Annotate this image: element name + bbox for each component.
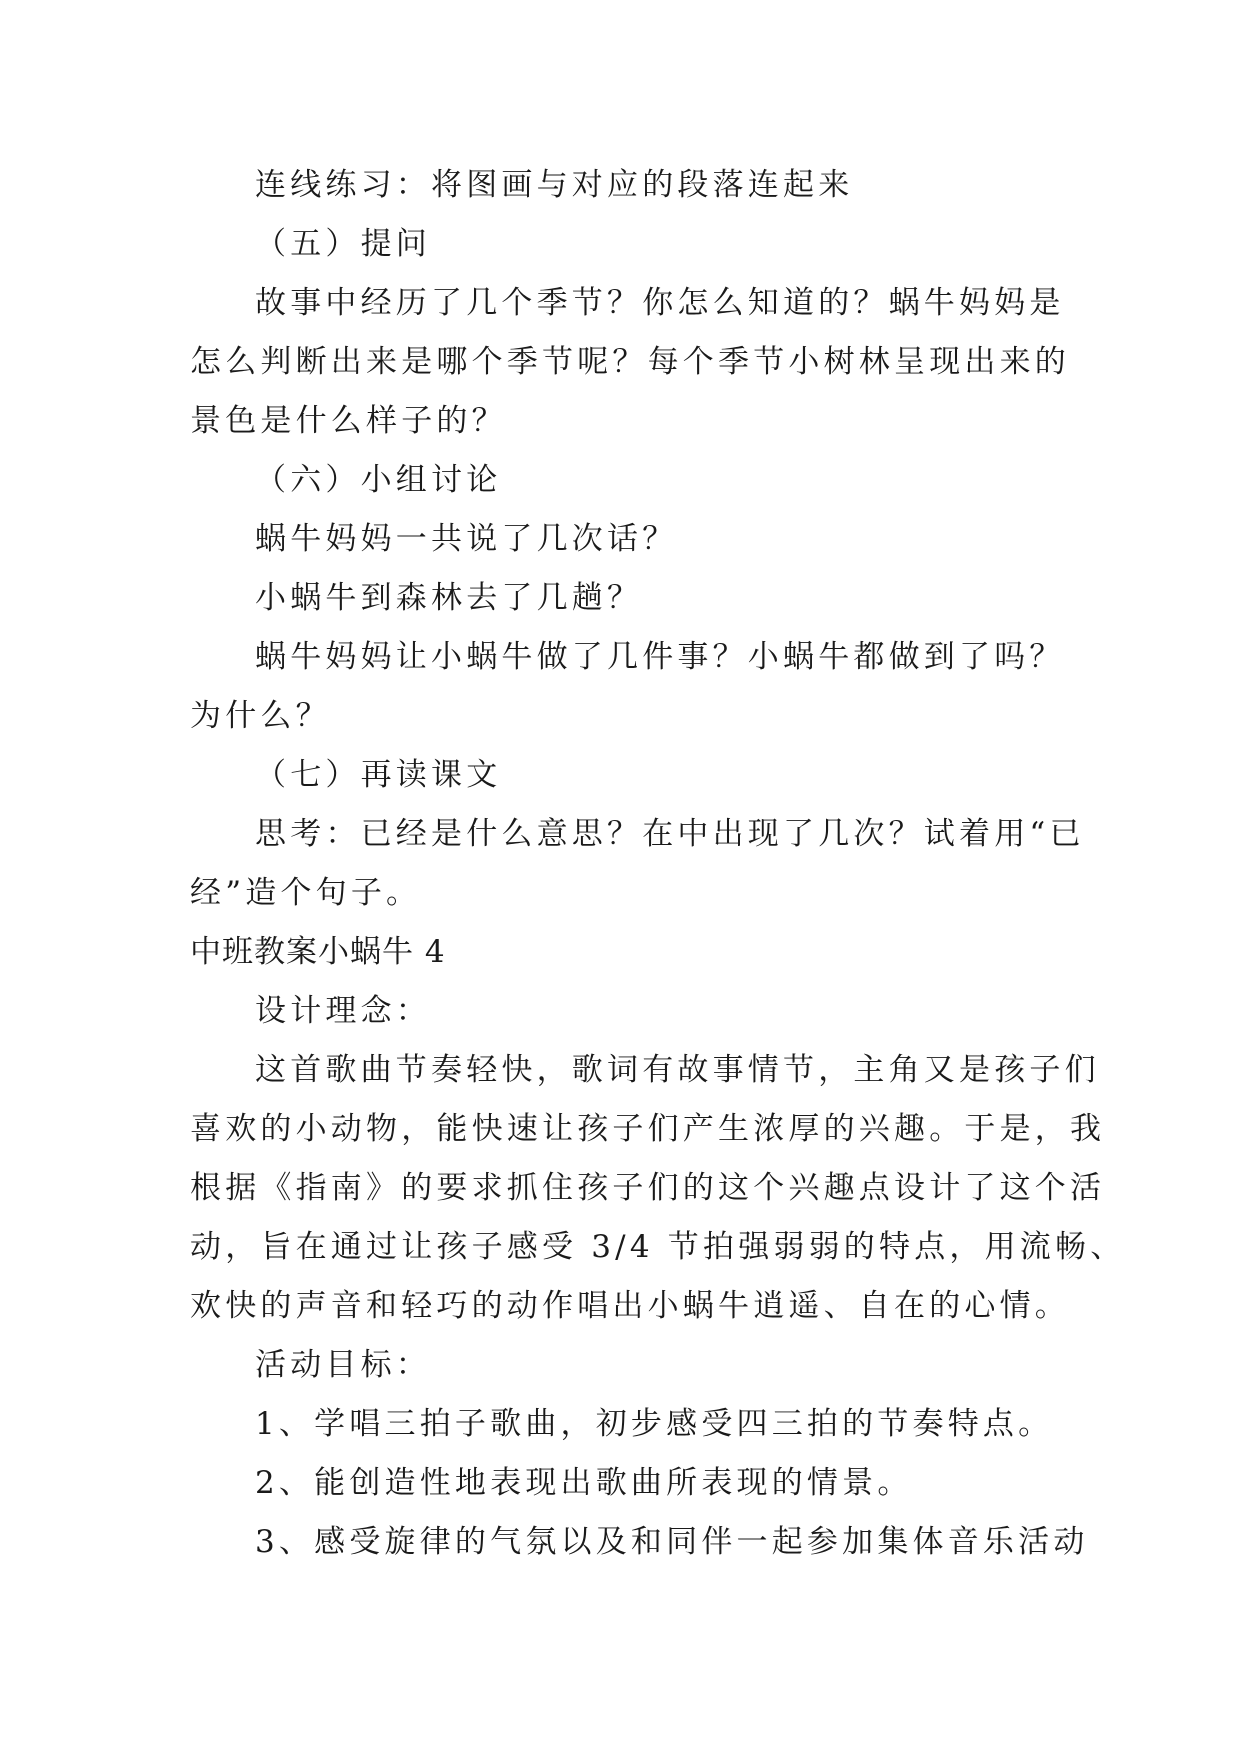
paragraph-line: 连线练习：将图画与对应的段落连起来 [255, 167, 854, 203]
paragraph-line: 蜗牛妈妈让小蜗牛做了几件事？小蜗牛都做到了吗？ [255, 639, 1065, 675]
paragraph-line: 景色是什么样子的？ [190, 403, 507, 439]
paragraph-line: 欢快的声音和轻巧的动作唱出小蜗牛逍遥、自在的心情。 [190, 1288, 1070, 1324]
section-heading: （六）小组讨论 [255, 462, 502, 498]
list-item: 3、感受旋律的气氛以及和同伴一起参加集体音乐活动 [255, 1524, 1089, 1560]
paragraph-line: 经”造个句子。 [190, 875, 422, 911]
paragraph-line: 怎么判断出来是哪个季节呢？每个季节小树林呈现出来的 [190, 344, 1070, 380]
paragraph-line: 思考：已经是什么意思？在中出现了几次？试着用“已 [255, 816, 1085, 852]
paragraph-line: 这首歌曲节奏轻快，歌词有故事情节，主角又是孩子们 [255, 1052, 1100, 1088]
list-item: 2、能创造性地表现出歌曲所表现的情景。 [255, 1465, 913, 1501]
list-item: 1、学唱三拍子歌曲，初步感受四三拍的节奏特点。 [255, 1406, 1054, 1442]
paragraph-line: 为什么？ [190, 698, 331, 734]
paragraph-line: 喜欢的小动物，能快速让孩子们产生浓厚的兴趣。于是，我 [190, 1111, 1106, 1147]
paragraph-line: 根据《指南》的要求抓住孩子们的这个兴趣点设计了这个活 [190, 1170, 1106, 1206]
section-heading: （七）再读课文 [255, 757, 502, 793]
paragraph-line: 蜗牛妈妈一共说了几次话？ [255, 521, 678, 557]
section-heading: 活动目标： [255, 1347, 431, 1383]
section-heading: （五）提问 [255, 226, 431, 262]
document-title: 中班教案小蜗牛 4 [190, 934, 446, 970]
section-heading: 设计理念： [255, 993, 431, 1029]
paragraph-line: 动，旨在通过让孩子感受 3/4 节拍强弱弱的特点，用流畅、 [190, 1229, 1126, 1265]
paragraph-line: 小蜗牛到森林去了几趟？ [255, 580, 643, 616]
paragraph-line: 故事中经历了几个季节？你怎么知道的？蜗牛妈妈是 [255, 285, 1065, 321]
